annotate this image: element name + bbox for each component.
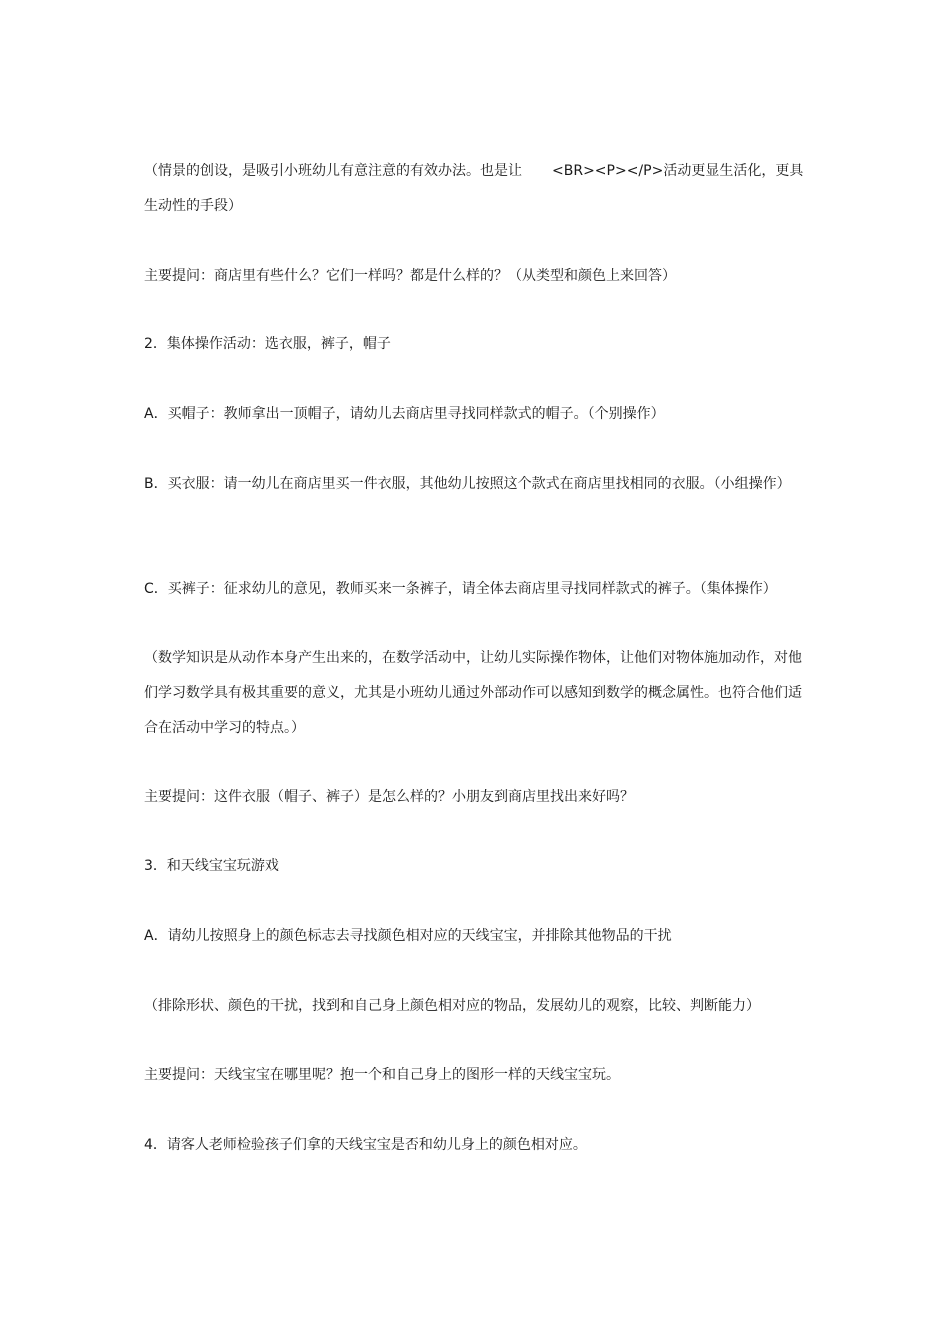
section-heading-2: 2．集体操作活动：选衣服，裤子，帽子	[144, 336, 391, 352]
paragraph-find-teletubby: A．请幼儿按照身上的颜色标志去寻找颜色相对应的天线宝宝，并排除其他物品的干扰	[144, 928, 672, 944]
paragraph-scenario-note-part-a: （情景的创设，是吸引小班幼儿有意注意的有效办法。也是让	[144, 163, 522, 179]
section-heading-3: 3．和天线宝宝玩游戏	[144, 858, 279, 874]
paragraph-scenario-note	[144, 154, 809, 224]
paragraph-math-note: （数学知识是从动作本身产生出来的，在数学活动中，让幼儿实际操作物体，让他们对物体施加动作，对他们学习数学具有极其重要的意义，尤其是小班幼儿通过外部动作可以感知到数学的概念属性。也符合他们适合在活动中学习的特点。）	[144, 650, 802, 736]
paragraph-main-question-3: 主要提问：天线宝宝在哪里呢？抱一个和自己身上的图形一样的天线宝宝玩。	[144, 1067, 620, 1083]
paragraph-main-question-1: 主要提问：商店里有些什么？它们一样吗？都是什么样的？（从类型和颜色上来回答）	[144, 268, 676, 284]
paragraph-scenario-note-part-b: <BR><P></P>活动更显生活化，更具生动性的手段）	[144, 163, 804, 214]
paragraph-buy-clothes: B．买衣服：请一幼儿在商店里买一件衣服，其他幼儿按照这个款式在商店里找相同的衣服。（小组操作）	[144, 476, 791, 492]
paragraph-buy-pants: C．买裤子：征求幼儿的意见，教师买来一条裤子，请全体去商店里寻找同样款式的裤子。（集体操作）	[144, 581, 777, 597]
paragraph-main-question-2: 主要提问：这件衣服（帽子、裤子）是怎么样的？小朋友到商店里找出来好吗？	[144, 789, 634, 805]
paragraph-interference-note: （排除形状、颜色的干扰，找到和自己身上颜色相对应的物品，发展幼儿的观察，比较、判断能力）	[144, 998, 760, 1014]
section-heading-4: 4．请客人老师检验孩子们拿的天线宝宝是否和幼儿身上的颜色相对应。	[144, 1137, 587, 1153]
paragraph-buy-hat: A．买帽子：教师拿出一顶帽子，请幼儿去商店里寻找同样款式的帽子。（个别操作）	[144, 406, 665, 422]
